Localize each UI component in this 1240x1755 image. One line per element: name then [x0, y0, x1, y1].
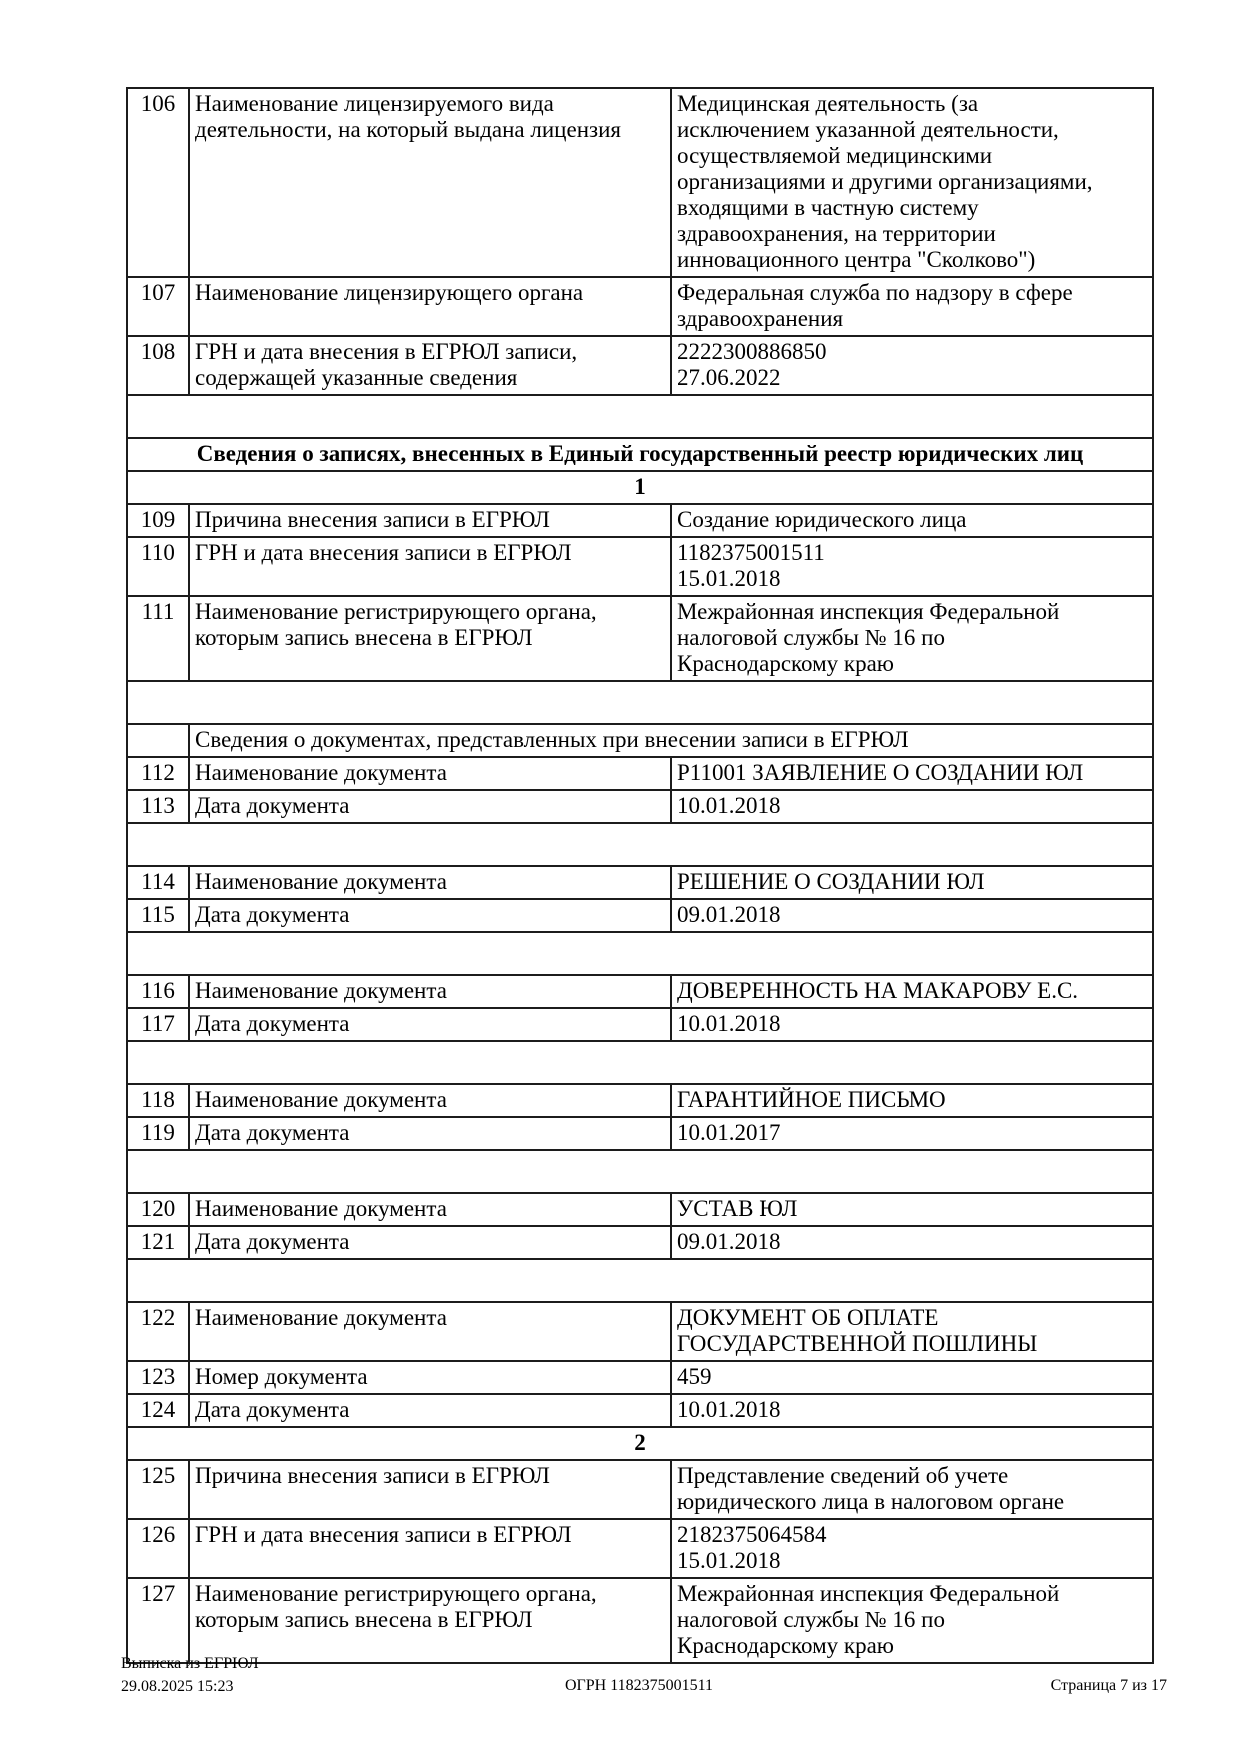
spacer-cell: [127, 395, 1153, 438]
spacer-row: [127, 681, 1153, 724]
table-row: [127, 866, 1153, 899]
row-number-cell: 113: [127, 790, 189, 823]
row-number-cell: 118: [127, 1084, 189, 1117]
row-value-cell: 09.01.2018: [671, 1226, 1153, 1259]
spacer-cell: [127, 1259, 1153, 1302]
row-label-cell: Дата документа: [189, 1117, 671, 1150]
table-row: [127, 1578, 1153, 1663]
value-line: 2222300886850: [677, 339, 827, 364]
table-row: [127, 1394, 1153, 1427]
table-row: [127, 336, 1153, 395]
footer-page-number: Страница 7 из 17: [1050, 1677, 1167, 1694]
table-row: [127, 504, 1153, 537]
spacer-cell: [127, 1150, 1153, 1193]
spacer-row: [127, 1150, 1153, 1193]
spacer-cell: [127, 823, 1153, 866]
row-value-cell: ГАРАНТИЙНОЕ ПИСЬМО: [671, 1084, 1153, 1117]
table-row: [127, 899, 1153, 932]
row-number-cell: 119: [127, 1117, 189, 1150]
row-number-cell: 114: [127, 866, 189, 899]
table-row: [127, 1117, 1153, 1150]
table-row: [127, 1008, 1153, 1041]
spacer-row: [127, 932, 1153, 975]
value-line: инновационного центра "Сколково"): [677, 247, 1036, 272]
row-label-cell: Наименование документа: [189, 866, 671, 899]
row-value-cell: [671, 1460, 1153, 1519]
value-line: Медицинская деятельность (за: [677, 91, 979, 116]
row-value-cell: 10.01.2018: [671, 1008, 1153, 1041]
row-label-cell: ГРН и дата внесения записи в ЕГРЮЛ: [189, 1519, 671, 1578]
row-value-cell: Создание юридического лица: [671, 504, 1153, 537]
row-number-cell: 107: [127, 277, 189, 336]
row-number-cell: 108: [127, 336, 189, 395]
row-number-cell: 120: [127, 1193, 189, 1226]
egrul-table: [126, 87, 1154, 1664]
row-number-cell: 110: [127, 537, 189, 596]
row-label-cell: Наименование документа: [189, 975, 671, 1008]
value-line: здравоохранения: [677, 306, 844, 331]
row-label-cell: Наименование регистрирующего органа, которым запись внесена в ЕГРЮЛ: [189, 1578, 671, 1663]
value-line: 1182375001511: [677, 540, 825, 565]
table-row: [127, 757, 1153, 790]
footer-ogrn: ОГРН 1182375001511: [564, 1677, 714, 1694]
documents-subheader-row: [127, 724, 1153, 757]
row-number-cell: 123: [127, 1361, 189, 1394]
table-row: [127, 790, 1153, 823]
spacer-row: [127, 395, 1153, 438]
value-line: налоговой службы № 16 по: [677, 625, 945, 650]
row-label-cell: Наименование документа: [189, 1084, 671, 1117]
value-line: Краснодарскому краю: [677, 651, 894, 676]
record-number-header: 2: [127, 1427, 1153, 1460]
spacer-row: [127, 823, 1153, 866]
value-line: здравоохранения, на территории: [677, 221, 996, 246]
row-number-cell: 116: [127, 975, 189, 1008]
spacer-row: [127, 1041, 1153, 1084]
value-line: Межрайонная инспекция Федеральной: [677, 599, 1060, 624]
row-number-cell: 109: [127, 504, 189, 537]
table-row: [127, 277, 1153, 336]
row-label-cell: Причина внесения записи в ЕГРЮЛ: [189, 1460, 671, 1519]
value-line: Федеральная служба по надзору в сфере: [677, 280, 1073, 305]
row-number-cell: 121: [127, 1226, 189, 1259]
record-number-row: [127, 1427, 1153, 1460]
row-value-cell: ДОВЕРЕННОСТЬ НА МАКАРОВУ Е.С.: [671, 975, 1153, 1008]
value-line: Представление сведений об учете: [677, 1463, 1009, 1488]
row-label-cell: Дата документа: [189, 1226, 671, 1259]
row-value-cell: 09.01.2018: [671, 899, 1153, 932]
row-number-cell: 124: [127, 1394, 189, 1427]
row-value-cell: [671, 336, 1153, 395]
value-line: входящими в частную систему: [677, 195, 979, 220]
value-line: ГОСУДАРСТВЕННОЙ ПОШЛИНЫ: [677, 1331, 1038, 1356]
table-row: [127, 1519, 1153, 1578]
row-number-cell: 122: [127, 1302, 189, 1361]
row-number-cell: 125: [127, 1460, 189, 1519]
row-number-cell: 115: [127, 899, 189, 932]
row-value-cell: [671, 277, 1153, 336]
table-row: [127, 1084, 1153, 1117]
row-number-cell: 126: [127, 1519, 189, 1578]
value-line: организациями и другими организациями,: [677, 169, 1093, 194]
table-row: [127, 537, 1153, 596]
row-label-cell: Дата документа: [189, 1008, 671, 1041]
row-label-cell: Наименование регистрирующего органа, которым запись внесена в ЕГРЮЛ: [189, 596, 671, 681]
record-number-header: 1: [127, 471, 1153, 504]
row-value-cell: [671, 1578, 1153, 1663]
row-number-cell: 112: [127, 757, 189, 790]
section-header-row: [127, 438, 1153, 471]
row-value-cell: [671, 88, 1153, 277]
spacer-cell: [127, 1041, 1153, 1084]
value-line: юридического лица в налоговом органе: [677, 1489, 1065, 1514]
value-line: Краснодарскому краю: [677, 1633, 894, 1658]
empty-number-cell: [127, 724, 189, 757]
row-value-cell: РЕШЕНИЕ О СОЗДАНИИ ЮЛ: [671, 866, 1153, 899]
row-value-cell: 459: [671, 1361, 1153, 1394]
record-number-row: [127, 471, 1153, 504]
row-value-cell: 10.01.2018: [671, 1394, 1153, 1427]
row-label-cell: Номер документа: [189, 1361, 671, 1394]
row-label-cell: Наименование лицензирующего органа: [189, 277, 671, 336]
table-row: [127, 1302, 1153, 1361]
footer-doc-title: Выписка из ЕГРЮЛ: [121, 1655, 259, 1672]
table-row: [127, 1193, 1153, 1226]
row-number-cell: 127: [127, 1578, 189, 1663]
value-line: 2182375064584: [677, 1522, 827, 1547]
footer-datetime: 29.08.2025 15:23: [121, 1678, 234, 1695]
table-row: [127, 1361, 1153, 1394]
row-number-cell: 106: [127, 88, 189, 277]
row-label-cell: Дата документа: [189, 1394, 671, 1427]
row-value-cell: [671, 537, 1153, 596]
row-label-cell: ГРН и дата внесения записи в ЕГРЮЛ: [189, 537, 671, 596]
row-label-cell: ГРН и дата внесения в ЕГРЮЛ записи, содержащей указанные сведения: [189, 336, 671, 395]
row-label-cell: Дата документа: [189, 790, 671, 823]
spacer-cell: [127, 681, 1153, 724]
row-number-cell: 117: [127, 1008, 189, 1041]
spacer-row: [127, 1259, 1153, 1302]
value-line: Межрайонная инспекция Федеральной: [677, 1581, 1060, 1606]
section-header: Сведения о записях, внесенных в Единый государственный реестр юридических лиц: [127, 438, 1153, 471]
table-row: [127, 596, 1153, 681]
documents-subheader: Сведения о документах, представленных при внесении записи в ЕГРЮЛ: [189, 724, 1153, 757]
value-line: 15.01.2018: [677, 1548, 781, 1573]
row-value-cell: 10.01.2017: [671, 1117, 1153, 1150]
value-line: осуществляемой медицинскими: [677, 143, 993, 168]
row-label-cell: Наименование документа: [189, 1193, 671, 1226]
row-number-cell: 111: [127, 596, 189, 681]
row-label-cell: Причина внесения записи в ЕГРЮЛ: [189, 504, 671, 537]
row-value-cell: [671, 596, 1153, 681]
row-value-cell: УСТАВ ЮЛ: [671, 1193, 1153, 1226]
row-label-cell: Наименование документа: [189, 757, 671, 790]
row-label-cell: Наименование документа: [189, 1302, 671, 1361]
table-row: [127, 88, 1153, 277]
value-line: налоговой службы № 16 по: [677, 1607, 945, 1632]
egrul-table-body: [127, 88, 1153, 1663]
row-value-cell: 10.01.2018: [671, 790, 1153, 823]
row-label-cell: Наименование лицензируемого вида деятельности, на который выдана лицензия: [189, 88, 671, 277]
spacer-cell: [127, 932, 1153, 975]
row-value-cell: [671, 1302, 1153, 1361]
value-line: 15.01.2018: [677, 566, 781, 591]
value-line: ДОКУМЕНТ ОБ ОПЛАТЕ: [677, 1305, 939, 1330]
table-row: [127, 1226, 1153, 1259]
row-label-cell: Дата документа: [189, 899, 671, 932]
row-value-cell: Р11001 ЗАЯВЛЕНИЕ О СОЗДАНИИ ЮЛ: [671, 757, 1153, 790]
row-value-cell: [671, 1519, 1153, 1578]
table-row: [127, 1460, 1153, 1519]
value-line: 27.06.2022: [677, 365, 781, 390]
value-line: исключением указанной деятельности,: [677, 117, 1059, 142]
table-row: [127, 975, 1153, 1008]
